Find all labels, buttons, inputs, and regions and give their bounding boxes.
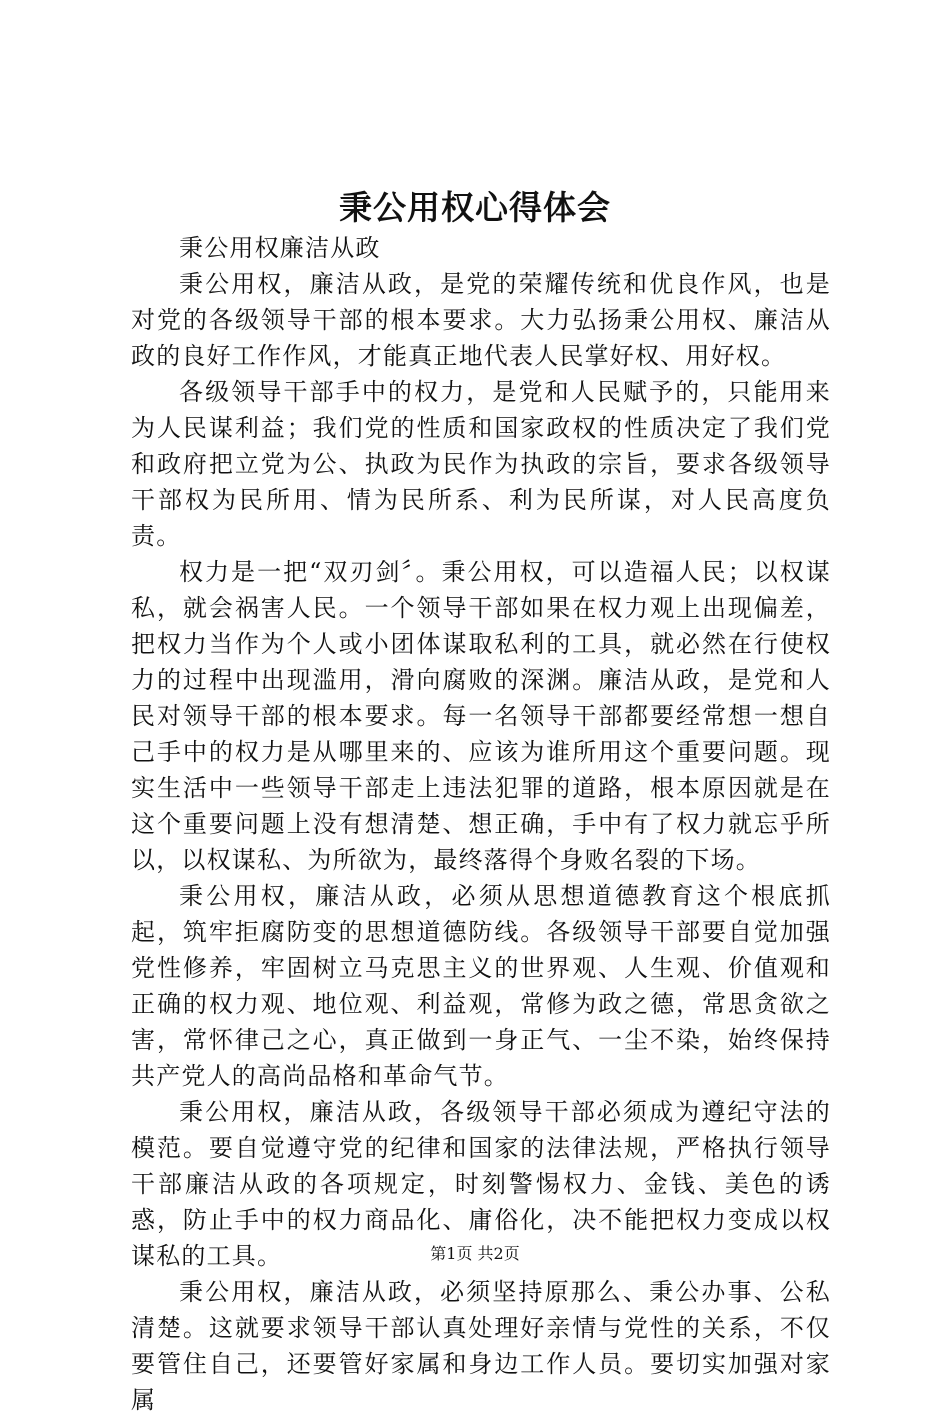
document-body [131,230,831,1418]
paragraph: 秉公用权，廉洁从政，必须从思想道德教育这个根底抓起，筑牢拒腐防变的思想道德防线。各级领导干部要自觉加强党性修养，牢固树立马克思主义的世界观、人生观、价值观和正确的权力观、地位观、利益观，常修为政之德，常思贪欲之害，常怀律己之心，真正做到一身正气、一尘不染，始终保持共产党人的高尚品格和革命气节。 [131,882,831,1090]
paragraph: 秉公用权，廉洁从政，各级领导干部必须成为遵纪守法的模范。要自觉遵守党的纪律和国家的法律法规，严格执行领导干部廉洁从政的各项规定，时刻警惕权力、金钱、美色的诱惑，防止手中的权力商品化、庸俗化，决不能把权力变成以权谋私的工具。 [131,1098,831,1270]
paragraph-subtitle: 秉公用权廉洁从政 [179,234,381,262]
page-number-footer: 第1页 共2页 [430,1244,520,1263]
paragraph: 秉公用权，廉洁从政，是党的荣耀传统和优良作风，也是对党的各级领导干部的根本要求。大力弘扬秉公用权、廉洁从政的良好工作作风，才能真正地代表人民掌好权、用好权。 [131,270,831,370]
paragraph: 各级领导干部手中的权力，是党和人民赋予的，只能用来为人民谋利益；我们党的性质和国家政权的性质决定了我们党和政府把立党为公、执政为民作为执政的宗旨，要求各级领导干部权为民所用、情为民所系、利为民所谋，对人民高度负责。 [131,378,831,550]
paragraph: 权力是一把“双刃剑〞。秉公用权，可以造福人民；以权谋私，就会祸害人民。一个领导干部如果在权力观上出现偏差，把权力当作为个人或小团体谋取私利的工具，就必然在行使权力的过程中出现滥用，滑向腐败的深渊。廉洁从政，是党和人民对领导干部的根本要求。每一名领导干部都要经常想一想自己手中的权力是从哪里来的、应该为谁所用这个重要问题。现实生活中一些领导干部走上违法犯罪的道路，根本原因就是在这个重要问题上没有想清楚、想正确，手中有了权力就忘乎所以，以权谋私、为所欲为，最终落得个身败名裂的下场。 [131,558,831,874]
paragraph: 秉公用权，廉洁从政，必须坚持原那么、秉公办事、公私清楚。这就要求领导干部认真处理好亲情与党性的关系，不仅要管住自己，还要管好家属和身边工作人员。要切实加强对家属 [131,1278,831,1414]
document-title: 秉公用权心得体会 [339,188,611,227]
